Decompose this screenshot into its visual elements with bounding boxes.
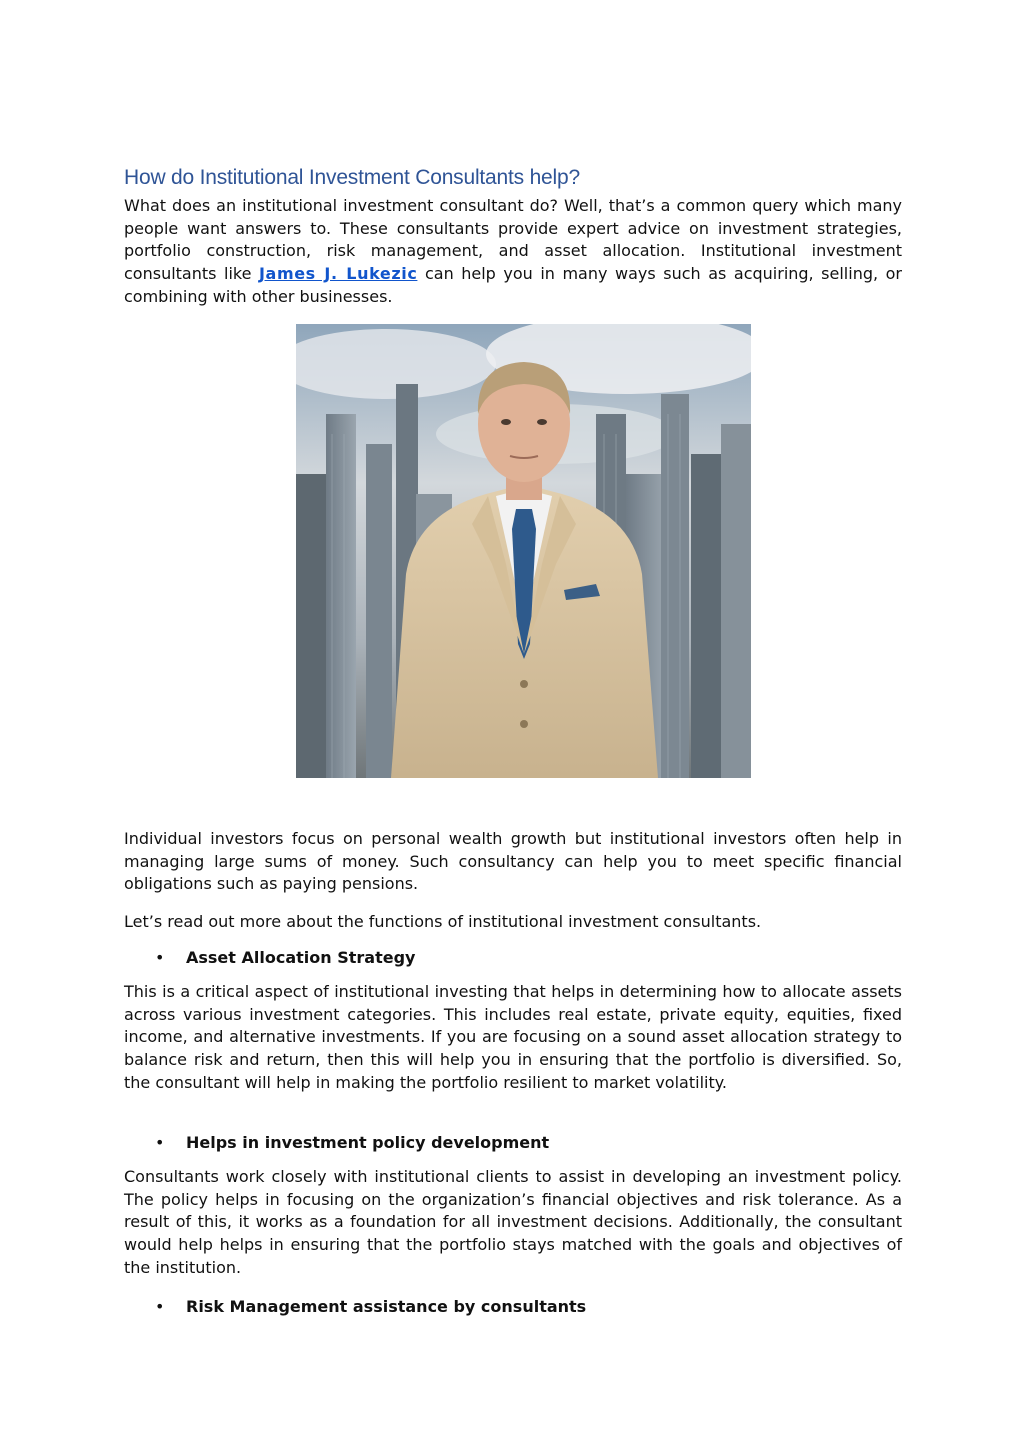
bullet-icon: • — [155, 948, 165, 967]
portrait-photo — [296, 324, 751, 778]
section-heading-text: Helps in investment policy development — [186, 1133, 550, 1152]
intro-text-start: What does an institutional investment consultant do? Well, that’s a common query which many people want answers to. These consultants provide expert advice on investment strategies, portfolio construction, risk management, and asset allocation. Institutional investment consultants like — [124, 196, 902, 284]
james-lukezic-link[interactable]: James J. Lukezic — [259, 264, 418, 284]
intro-paragraph — [124, 195, 902, 309]
section-heading-asset-allocation — [155, 948, 416, 968]
section-heading-policy-development — [155, 1133, 550, 1153]
bullet-icon: • — [155, 1297, 165, 1316]
portrait-photo-icon — [296, 324, 751, 778]
section-heading-text: Asset Allocation Strategy — [186, 948, 416, 967]
read-more-paragraph: Let’s read out more about the functions of institutional investment consultants. — [124, 912, 762, 931]
individual-investors-paragraph: Individual investors focus on personal wealth growth but institutional investors often help in managing large sums of money. Such consultancy can help you to meet specific financial obligations such as paying pensions. — [124, 829, 902, 894]
section-heading-risk-management — [155, 1297, 587, 1317]
intro-text-end: can help you in many ways such as acquiring, selling, or combining with other businesses. — [124, 264, 902, 306]
policy-development-paragraph: Consultants work closely with institutional clients to assist in developing an investment policy. The policy helps in focusing on the organization’s financial objectives and risk tolerance. As a result of this, it works as a foundation for all investment decisions. Additionally, the consultant would help helps in ensuring that the portfolio stays matched with the goals and objectives of the institution. — [124, 1167, 902, 1277]
article-title: How do Institutional Investment Consultants help? — [124, 166, 580, 189]
bullet-icon: • — [155, 1133, 165, 1152]
section-heading-text: Risk Management assistance by consultants — [186, 1297, 587, 1316]
asset-allocation-paragraph: This is a critical aspect of institutional investing that helps in determining how to allocate assets across various investment categories. This includes real estate, private equity, equities, fixed income, and alternative investments. If you are focusing on a sound asset allocation strategy to balance risk and return, then this will help you in ensuring that the portfolio is diversified. So, the consultant will help in making the portfolio resilient to market volatility. — [124, 982, 902, 1092]
